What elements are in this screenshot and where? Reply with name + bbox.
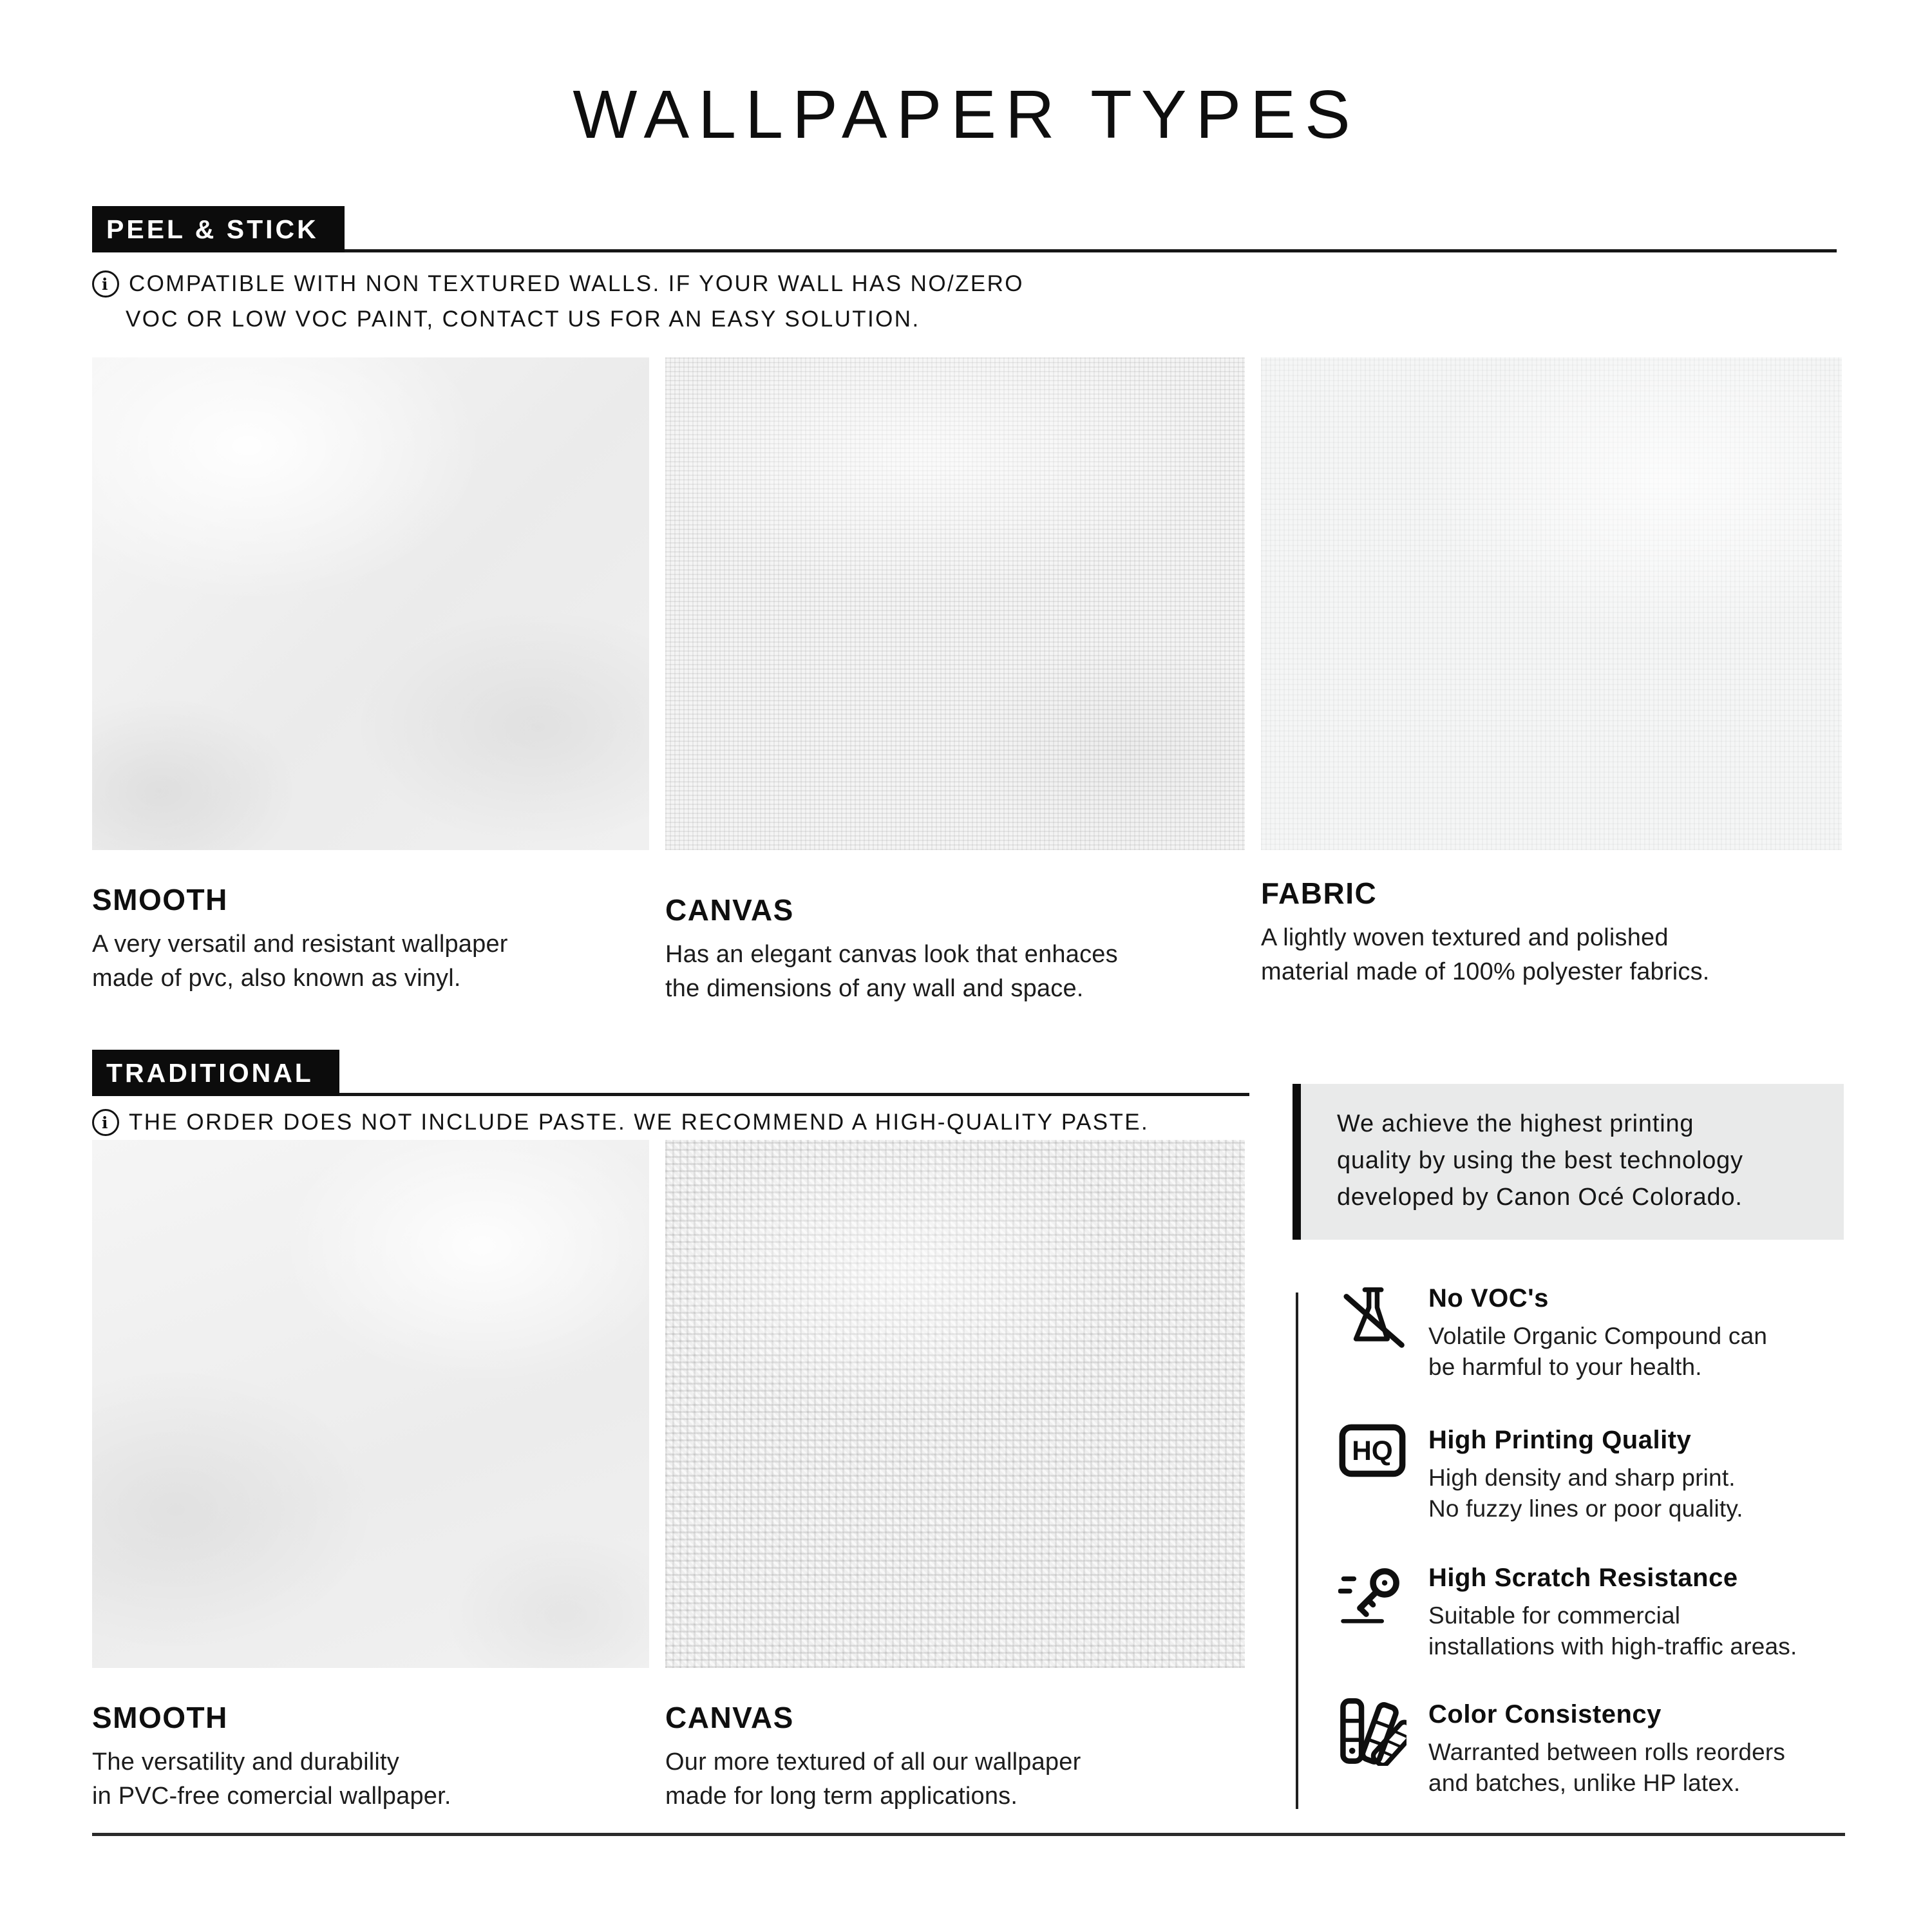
peel-stick-note-line-1 (92, 270, 1024, 298)
desc-line: A lightly woven textured and polished (1261, 924, 1669, 951)
smooth-texture-image (92, 357, 649, 850)
feature-title: Color Consistency (1428, 1700, 1662, 1728)
info-icon: i (92, 1109, 119, 1136)
feature-body-line: Warranted between rolls reorders (1428, 1739, 1786, 1765)
feature-body-line: Volatile Organic Compound can (1428, 1323, 1768, 1349)
feature-body (1428, 1737, 1785, 1799)
feature-body (1428, 1600, 1797, 1662)
swatch-description (665, 938, 1245, 1006)
bottom-separator-line (92, 1833, 1845, 1836)
desc-line: A very versatil and resistant wallpaper (92, 931, 508, 958)
printing-quality-callout (1293, 1084, 1844, 1240)
feature-title: High Printing Quality (1428, 1426, 1692, 1454)
peel-stick-rule (345, 249, 1837, 252)
feature-body-line: installations with high-traffic areas. (1428, 1633, 1797, 1660)
features-divider-line (1296, 1293, 1298, 1809)
swatch-name: CANVAS (665, 1701, 794, 1734)
key-icon (1338, 1561, 1406, 1662)
feature-no-vocs (1338, 1282, 1853, 1383)
swatch-description (92, 927, 649, 996)
swatch-name: CANVAS (665, 893, 794, 927)
quality-note-line: We achieve the highest printing (1337, 1110, 1694, 1137)
feature-body-line: be harmful to your health. (1428, 1354, 1702, 1381)
canvas-texture-image (665, 357, 1245, 850)
peel-stick-note-line-2 (92, 307, 1024, 332)
feature-body-line: and batches, unlike HP latex. (1428, 1770, 1741, 1797)
smooth-texture-image (92, 1140, 649, 1668)
feature-color-consistency (1338, 1698, 1853, 1799)
swatch-description (92, 1745, 649, 1814)
feature-text (1428, 1282, 1767, 1383)
feature-title: High Scratch Resistance (1428, 1564, 1738, 1592)
canvas-texture-image (665, 1140, 1245, 1668)
feature-body-line: Suitable for commercial (1428, 1602, 1681, 1629)
swatch-card-smooth-peel (92, 357, 649, 1006)
desc-line: made for long term applications. (665, 1783, 1018, 1810)
quality-note-line: developed by Canon Océ Colorado. (1337, 1184, 1743, 1211)
peel-stick-note (92, 270, 1024, 341)
swatch-name: SMOOTH (92, 1701, 228, 1734)
swatch-card-smooth-traditional (92, 1140, 649, 1814)
feature-text (1428, 1423, 1743, 1524)
feature-high-scratch-resistance (1338, 1561, 1853, 1662)
desc-line: Has an elegant canvas look that enhaces (665, 941, 1118, 968)
feature-body-line: No fuzzy lines or poor quality. (1428, 1495, 1743, 1522)
info-icon: i (92, 270, 119, 298)
swatch-description (1261, 921, 1842, 989)
feature-body (1428, 1321, 1767, 1383)
swatch-card-fabric-peel (1261, 357, 1842, 1006)
swatch-description (665, 1745, 1245, 1814)
traditional-label: TRADITIONAL (92, 1050, 339, 1096)
peel-stick-section-header (92, 206, 1837, 252)
traditional-rule (339, 1093, 1249, 1096)
swatch-card-canvas-peel (665, 357, 1245, 1006)
desc-line: in PVC-free comercial wallpaper. (92, 1783, 451, 1810)
hq-badge-icon (1338, 1423, 1406, 1524)
fabric-texture-image (1261, 357, 1842, 850)
color-swatches-icon (1338, 1698, 1406, 1799)
peel-stick-swatch-row (92, 357, 1842, 1006)
desc-line: The versatility and durability (92, 1748, 399, 1776)
traditional-section-header (92, 1050, 1249, 1096)
swatch-card-canvas-traditional (665, 1140, 1245, 1814)
svg-text:HQ: HQ (1352, 1435, 1393, 1466)
feature-high-printing-quality (1338, 1423, 1853, 1524)
swatch-name: SMOOTH (92, 883, 228, 916)
desc-line: the dimensions of any wall and space. (665, 975, 1084, 1003)
feature-body-line: High density and sharp print. (1428, 1464, 1736, 1491)
page-title: WALLPAPER TYPES (573, 77, 1359, 153)
desc-line: made of pvc, also known as vinyl. (92, 965, 461, 992)
feature-text (1428, 1698, 1785, 1799)
no-voc-flask-icon (1338, 1282, 1406, 1383)
feature-title: No VOC's (1428, 1284, 1549, 1312)
swatch-name: FABRIC (1261, 876, 1378, 910)
feature-body (1428, 1463, 1743, 1524)
peel-stick-note-text-2: VOC OR LOW VOC PAINT, CONTACT US FOR AN EASY SOLUTION. (126, 307, 920, 332)
desc-line: material made of 100% polyester fabrics. (1261, 958, 1710, 986)
desc-line: Our more textured of all our wallpaper (665, 1748, 1081, 1776)
traditional-swatch-row (92, 1140, 1245, 1814)
traditional-note-line-1 (92, 1109, 1149, 1136)
traditional-note-text-1: THE ORDER DOES NOT INCLUDE PASTE. WE RECOMMEND A HIGH-QUALITY PASTE. (129, 1110, 1150, 1135)
peel-stick-note-text-1: COMPATIBLE WITH NON TEXTURED WALLS. IF YOUR WALL HAS NO/ZERO (129, 271, 1024, 296)
feature-text (1428, 1561, 1797, 1662)
quality-note-line: quality by using the best technology (1337, 1147, 1743, 1174)
peel-stick-label: PEEL & STICK (92, 206, 345, 252)
